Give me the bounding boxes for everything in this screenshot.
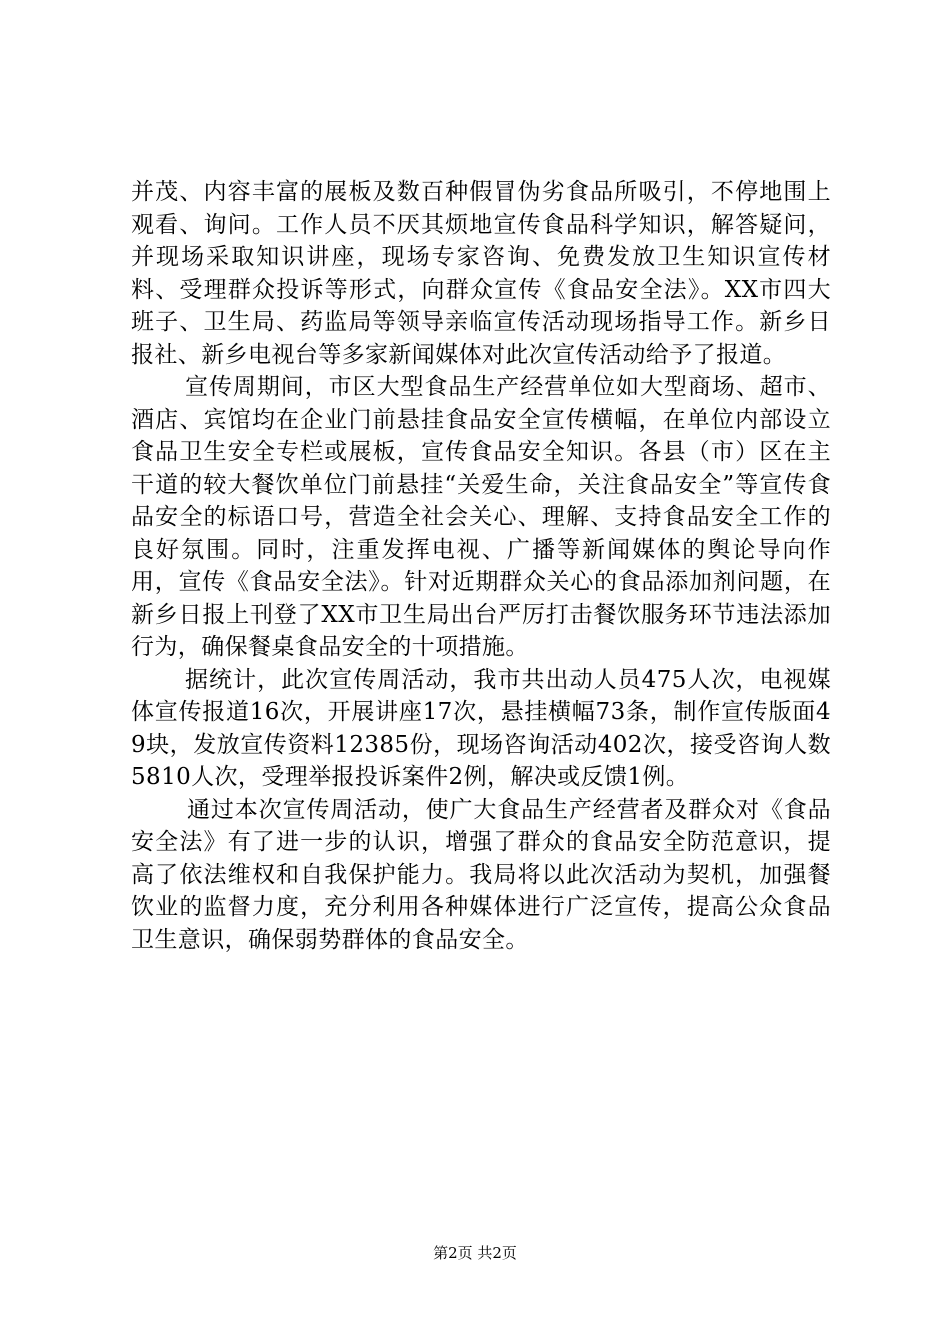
paragraph-publicity-week: 宣传周期间，市区大型食品生产经营单位如大型商场、超市、酒店、宾馆均在企业门前悬挂食品安全宣传横幅，在单位内部设立食品卫生安全专栏或展板，宣传食品安全知识。各县（市）区在主干道的较大餐饮单位门前悬挂“关爱生命，关注食品安全”等宣传食品安全的标语口号，营造全社会关心、理解、支持食品安全工作的良好氛围。同时，注重发挥电视、广播等新闻媒体的舆论导向作用，宣传《食品安全法》。针对近期群众关心的食品添加剂问题，在新乡日报上刊登了XX市卫生局出台严厉打击餐饮服务环节违法添加行为，确保餐桌食品安全的十项措施。 <box>131 374 831 660</box>
paragraph-continued: 并茂、内容丰富的展板及数百种假冒伪劣食品所吸引，不停地围上观看、询问。工作人员不厌其烦地宣传食品科学知识，解答疑问，并现场采取知识讲座，现场专家咨询、免费发放卫生知识宣传材料、受理群众投诉等形式，向群众宣传《食品安全法》。XX市四大班子、卫生局、药监局等领导亲临宣传活动现场指导工作。新乡日报社、新乡电视台等多家新闻媒体对此次宣传活动给予了报道。 <box>131 179 831 368</box>
document-body <box>131 176 831 956</box>
paragraph-statistics: 据统计，此次宣传周活动，我市共出动人员475人次，电视媒体宣传报道16次，开展讲座17次，悬挂横幅73条，制作宣传版面49块，发放宣传资料12385份，现场咨询活动402次，接受咨询人数5810人次，受理举报投诉案件2例，解决或反馈1例。 <box>131 666 831 790</box>
page-number-footer: 第2页 共2页 <box>433 1244 517 1262</box>
paragraph-conclusion: 通过本次宣传周活动，使广大食品生产经营者及群众对《食品安全法》有了进一步的认识，增强了群众的食品安全防范意识，提高了依法维权和自我保护能力。我局将以此次活动为契机，加强餐饮业的监督力度，充分利用各种媒体进行广泛宣传，提高公众食品卫生意识，确保弱势群体的食品安全。 <box>131 796 831 953</box>
